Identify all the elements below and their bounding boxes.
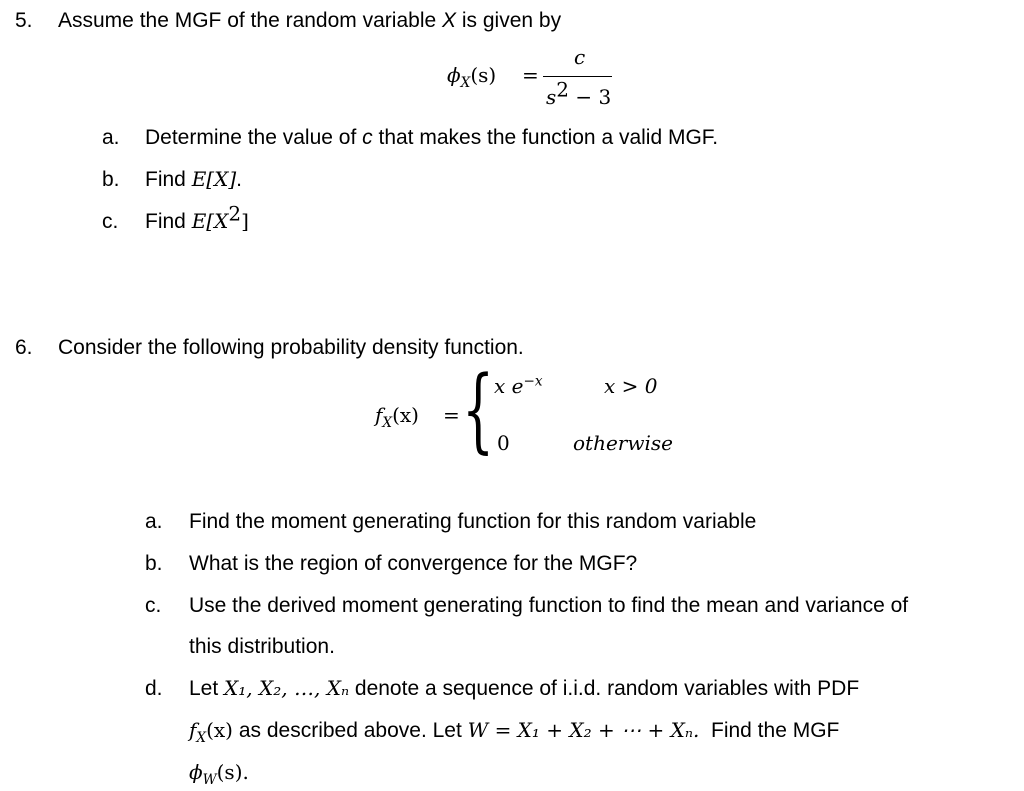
part-label: c.: [102, 210, 119, 233]
fraction-denominator: $s^2 - 3$: [546, 77, 612, 109]
part-label: c.: [145, 594, 162, 617]
part-label: b.: [102, 168, 120, 191]
part-d-line-3: $\phi_W(s)$.: [189, 760, 249, 788]
question-intro: Assume the MGF of the random variable X is given by: [58, 9, 562, 32]
case-2-value: 0: [497, 431, 510, 455]
equals-sign: =: [522, 63, 539, 87]
pdf-lhs: $f_X(x)$: [375, 403, 419, 431]
part-c-text: Find $E[X^2]$: [145, 201, 249, 233]
part-label: a.: [102, 126, 120, 149]
fraction-numerator: c: [574, 45, 586, 69]
part-label: d.: [145, 677, 163, 700]
part-c-line-1: Use the derived moment generating function to find the mean and variance of: [189, 594, 909, 617]
part-a-text: Determine the value of c that makes the function a valid MGF.: [145, 126, 719, 149]
part-d-line-1: Let X₁, X₂, …, Xₙ denote a sequence of i.i.d. random variables with PDF: [189, 676, 860, 700]
case-1-condition: x > 0: [604, 374, 658, 398]
question-number: 5.: [15, 9, 33, 32]
mgf-lhs: $\phi_X(s)$: [447, 63, 497, 91]
equals-sign: =: [443, 403, 460, 427]
part-b-text: What is the region of convergence for the MGF?: [189, 552, 638, 575]
case-2-condition: otherwise: [573, 431, 673, 455]
part-d-line-2: $f_X(x)$ as described above. Let W = X₁ + X₂ + ⋯ + Xₙ. Find the MGF: [189, 718, 840, 746]
part-c-line-2: this distribution.: [189, 635, 335, 658]
fraction-bar: [543, 76, 612, 77]
part-a-text: Find the moment generating function for this random variable: [189, 510, 757, 533]
part-b-text: Find E[X].: [145, 167, 242, 191]
part-label: a.: [145, 510, 163, 533]
question-number: 6.: [15, 336, 33, 359]
part-label: b.: [145, 552, 163, 575]
question-intro: Consider the following probability density function.: [58, 336, 524, 359]
left-brace-icon: {: [462, 356, 495, 463]
case-1-value: x $e^{-x}$: [494, 373, 543, 398]
